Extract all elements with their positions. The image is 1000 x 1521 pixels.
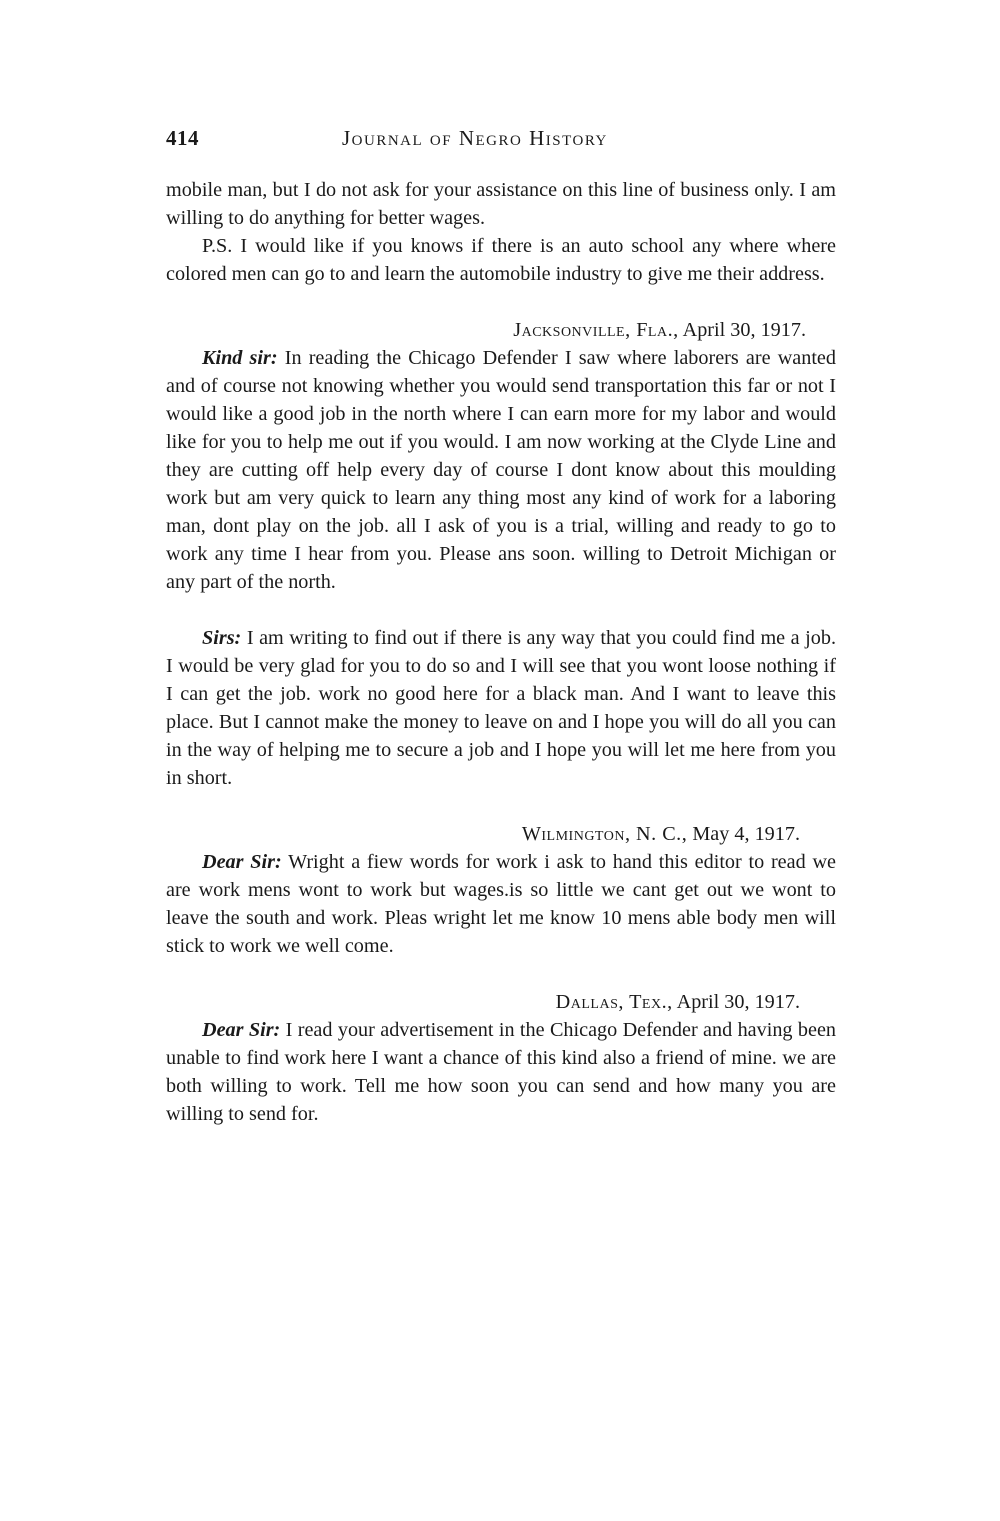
letter-wilmington	[166, 848, 836, 960]
dateline-date: April 30, 1917.	[676, 991, 800, 1013]
salutation: Kind sir:	[202, 347, 278, 369]
dateline-jacksonville	[166, 316, 836, 344]
dateline-wilmington	[166, 820, 836, 848]
letter-continuation-text: mobile man, but I do not ask for your assistance on this line of business only. I am willing to do anything for better wages.	[166, 179, 836, 229]
dateline-place: Dallas, Tex.,	[555, 991, 673, 1013]
letter-dallas	[166, 1016, 836, 1128]
dateline-place: Wilmington, N. C.,	[521, 823, 688, 845]
page-number: 414	[166, 126, 199, 150]
letter-text: I am writing to find out if there is any way that you could find me a job. I would be very glad for you to do so and I will see that you wont loose nothing if I can get the job. work no good here for a black man. And I want to leave this place. But I cannot make the money to leave on and I hope you will do all you can in the way of helping me to secure a job and I hope you will let me here from you in short.	[166, 627, 837, 789]
salutation: Dear Sir:	[202, 851, 282, 873]
page-body	[166, 176, 836, 1128]
page-header	[166, 126, 836, 160]
dateline-date: May 4, 1917.	[692, 823, 800, 845]
salutation: Dear Sir:	[202, 1019, 281, 1041]
running-head: Journal of Negro History	[342, 126, 608, 150]
letter-text: In reading the Chicago Defender I saw where laborers are wanted and of course not knowing whether you would send transportation this far or not I would like a good job in the north where I can earn more for my labor and would like for you to help me out if you would. I am now working at the Clyde Line and they are cutting off help every day of course I dont know about this moulding work but am very quick to learn any thing most any kind of work for a laboring man, dont play on the job. all I ask of you is a trial, willing and ready to go to work any time I hear from you. Please ans soon. willing to Detroit Michigan or any part of the north.	[166, 347, 836, 593]
letter-text: I read your advertisement in the Chicago Defender and having been unable to find work here I want a chance of this kind also a friend of mine. we are both willing to work. Tell me how soon you can send and how many you are willing to send for.	[166, 1019, 837, 1125]
letter-jacksonville	[166, 344, 836, 596]
dateline-dallas	[166, 988, 836, 1016]
letter-text: Wright a fiew words for work i ask to hand this editor to read we are work mens wont to work but wages.is so little we cant get out we wont to leave the south and work. Pleas wright let me know 10 mens able body men will stick to work we well come.	[166, 851, 837, 957]
letter-postscript: P.S. I would like if you knows if there is an auto school any where where colored men can go to and learn the automobile industry to give me their address.	[166, 235, 836, 285]
dateline-date: April 30, 1917.	[682, 319, 806, 341]
letter-sirs	[166, 624, 836, 792]
salutation: Sirs:	[202, 627, 242, 649]
dateline-place: Jacksonville, Fla.,	[513, 319, 679, 341]
